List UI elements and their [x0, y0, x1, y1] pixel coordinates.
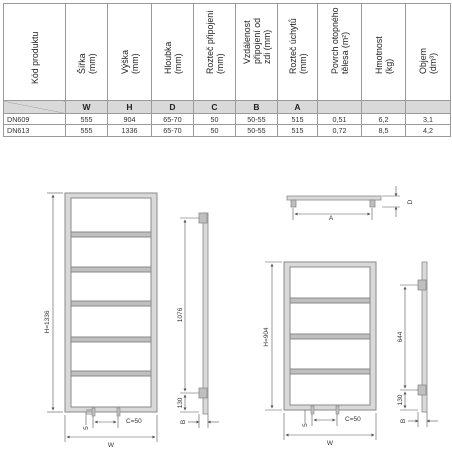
code-cell: C [194, 101, 236, 114]
bottom-offset-label: 5 [302, 423, 309, 427]
radiator-bar [71, 371, 151, 376]
header-bracket-spacing: Rozteč úchytů (mm) [278, 4, 318, 101]
side-span-label: 1076 [177, 307, 184, 323]
cell-surface: 0,51 [318, 113, 362, 125]
side-bottom-label: 130 [177, 397, 184, 409]
cell-volume: 4,2 [406, 125, 451, 137]
large-radiator-front [65, 193, 157, 412]
radiator-bar [290, 369, 370, 374]
cell-depth: 65-70 [152, 125, 194, 137]
top-view-dimensions [293, 186, 400, 220]
side-span-label: 644 [397, 331, 404, 343]
wall-bracket [418, 280, 426, 290]
wall-bracket [370, 200, 375, 207]
bottom-offset-label: 5 [83, 426, 90, 430]
cell-volume: 3,1 [406, 113, 451, 125]
header-volume: Objem (dm³) [406, 4, 451, 101]
radiator-bar [71, 267, 151, 272]
small-radiator-front [284, 262, 376, 410]
height-label: H=1336 [44, 310, 51, 334]
header-height: Výška (mm) [108, 4, 152, 101]
header-surface: Povrch otopného tělesa (m²) [318, 4, 362, 101]
side-depth-label: B [180, 419, 187, 425]
cell-connection-spacing: 50 [194, 113, 236, 125]
wall-bracket [199, 213, 207, 223]
header-width: Šířka (mm) [66, 4, 108, 101]
code-cell: A [278, 101, 318, 114]
cell-bracket-spacing: 515 [278, 113, 318, 125]
cell-weight: 8,5 [362, 125, 406, 137]
radiator-bar [290, 334, 370, 339]
cell-weight: 6,2 [362, 113, 406, 125]
cell-bracket-spacing: 515 [278, 125, 318, 137]
side-depth-label: B [400, 418, 407, 424]
radiator-bar [71, 301, 151, 306]
width-label: W [107, 442, 115, 449]
cell-wall-distance: 50-55 [236, 125, 278, 137]
radiator-bar [71, 337, 151, 342]
header-product-code: Kód produktu [4, 4, 66, 101]
small-side-dimensions [400, 285, 438, 427]
code-cell: W [66, 101, 108, 114]
cell-width: 555 [66, 125, 108, 137]
cell-height: 904 [108, 113, 152, 125]
cell-surface: 0,72 [318, 125, 362, 137]
cell-depth: 65-70 [152, 113, 194, 125]
connection-label: C=50 [126, 418, 142, 425]
header-wall-distance: Vzdálenost připojení od zdi (mm) [236, 4, 278, 101]
large-radiator-side [199, 213, 208, 414]
cell-width: 555 [66, 113, 108, 125]
header-connection-spacing: Rozteč připojení (mm) [194, 4, 236, 101]
cell-wall-distance: 50-55 [236, 113, 278, 125]
top-view [287, 196, 381, 207]
top-span-label: A [328, 215, 334, 222]
radiator-bar [290, 298, 370, 303]
header-weight: Hmotnost (kg) [362, 4, 406, 101]
connection-label: C=50 [345, 416, 361, 423]
code-cell: B [236, 101, 278, 114]
side-bottom-label: 130 [397, 394, 404, 406]
top-depth-label: D [407, 199, 414, 205]
cell-connection-spacing: 50 [194, 125, 236, 137]
cell-product-code: DN613 [4, 125, 66, 137]
cell-height: 1336 [108, 125, 152, 137]
wall-bracket [199, 388, 207, 398]
small-radiator-side [418, 262, 427, 412]
wall-bracket [291, 200, 296, 207]
radiator-bar [71, 232, 151, 237]
header-depth: Hloubka (mm) [152, 4, 194, 101]
cell-product-code: DN609 [4, 113, 66, 125]
wall-bracket [418, 385, 426, 395]
width-label: W [326, 440, 334, 447]
code-cell: H [108, 101, 152, 114]
code-cell: D [152, 101, 194, 114]
height-label: H=904 [263, 327, 270, 347]
